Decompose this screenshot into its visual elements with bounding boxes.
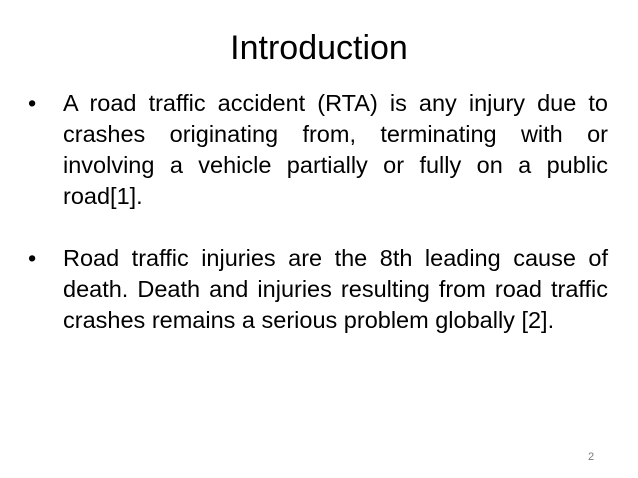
bullet-text: A road traffic accident (RTA) is any injury due to crashes originating from, terminating with or involving a vehicle partially or fully on a public road[1]. <box>63 90 608 209</box>
bullet-item <box>28 88 608 212</box>
page-number: 2 <box>588 451 595 463</box>
bullet-marker: • <box>28 245 37 271</box>
bullet-text: Road traffic injuries are the 8th leading cause of death. Death and injuries resulting from road traffic crashes remains a serious problem globally [2]. <box>63 245 608 333</box>
slide-title: Introduction <box>230 29 408 67</box>
bullet-item <box>28 243 608 336</box>
bullet-list <box>28 88 608 367</box>
bullet-marker: • <box>28 90 37 116</box>
